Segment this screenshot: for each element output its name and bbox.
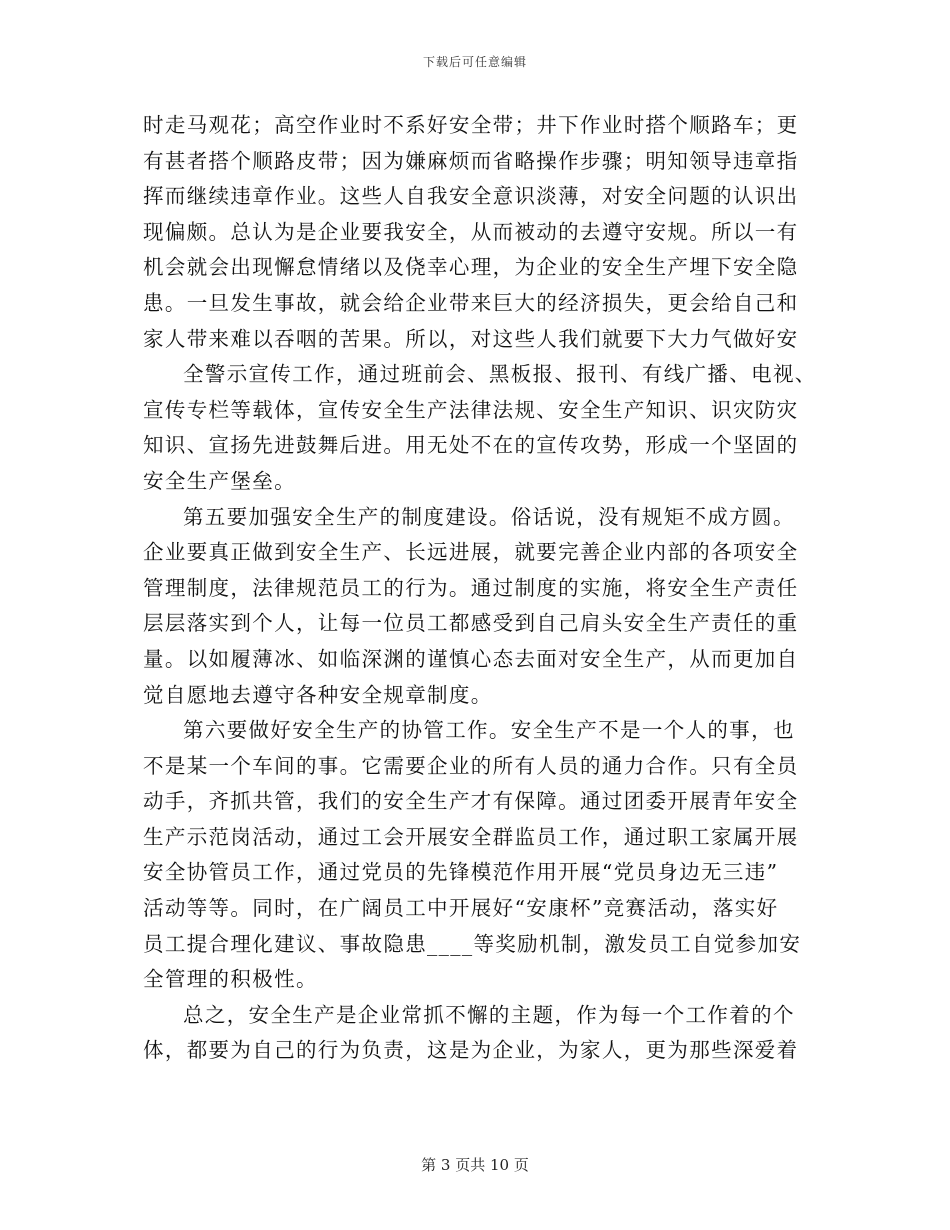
text-line: 全警示宣传工作，通过班前会、黑板报、报刊、有线广播、电视、: [183, 362, 817, 387]
text-line: 宣传专栏等载体，宣传安全生产法律法规、安全生产知识、识灾防灾: [143, 397, 799, 422]
text-line: 管理制度，法律规范员工的行为。通过制度的实施，将安全生产责任: [143, 575, 799, 600]
text-line: 全管理的积极性。: [143, 967, 318, 992]
text-line: 量。以如履薄冰、如临深渊的谨慎心态去面对安全生产，从而更加自: [143, 646, 799, 671]
text-line: 挥而继续违章作业。这些人自我安全意识淡薄，对安全问题的认识出: [143, 184, 799, 209]
text-line: 机会就会出现懈怠情绪以及侥幸心理，为企业的安全生产埋下安全隐: [143, 255, 799, 280]
text-line: 安全生产堡垒。: [143, 468, 296, 493]
text-line: 患。一旦发生事故，就会给企业带来巨大的经济损失，更会给自己和: [143, 290, 799, 315]
text-line: 第六要做好安全生产的协管工作。安全生产不是一个人的事，也: [183, 718, 795, 743]
text-line: 不是某一个车间的事。它需要企业的所有人员的通力合作。只有全员: [143, 753, 799, 778]
text-line: 现偏颇。总认为是企业要我安全，从而被动的去遵守安规。所以一有: [143, 219, 799, 244]
text-line: 知识、宣扬先进鼓舞后进。用无处不在的宣传攻势，形成一个坚固的: [143, 433, 799, 458]
text-line: 家人带来难以吞咽的苦果。所以，对这些人我们就要下大力气做好安: [143, 326, 799, 351]
text-line: 体，都要为自己的行为负责，这是为企业，为家人，更为那些深爱着: [143, 1038, 799, 1063]
text-line: 员工提合理化建议、事故隐患____等奖励机制，激发员工自觉参加安: [143, 931, 802, 956]
page-header: 下载后可任意编辑: [422, 55, 527, 69]
text-line: 动手，齐抓共管，我们的安全生产才有保障。通过团委开展青年安全: [143, 789, 799, 814]
page-number: 第 3 页共 10 页: [421, 1156, 529, 1174]
text-line: 层层落实到个人，让每一位员工都感受到自己肩头安全生产责任的重: [143, 611, 799, 636]
text-line: 有甚者搭个顺路皮带；因为嫌麻烦而省略操作步骤；明知领导违章指: [143, 148, 799, 173]
text-line: 第五要加强安全生产的制度建设。俗话说，没有规矩不成方圆。: [183, 504, 795, 529]
text-line: 总之，安全生产是企业常抓不懈的主题，作为每一个工作着的个: [183, 1002, 795, 1027]
text-line: 觉自愿地去遵守各种安全规章制度。: [143, 682, 493, 707]
text-line: 生产示范岗活动，通过工会开展安全群监员工作，通过职工家属开展: [143, 824, 799, 849]
text-line: 企业要真正做到安全生产、长远进展，就要完善企业内部的各项安全: [143, 540, 799, 565]
text-line: 安全协管员工作，通过党员的先锋模范作用开展“党员身边无三违”: [143, 860, 779, 885]
document-body: [143, 108, 817, 1069]
text-line: 活动等等。同时，在广阔员工中开展好“安康杯”竞赛活动，落实好: [143, 896, 779, 921]
text-line: 时走马观花；高空作业时不系好安全带；井下作业时搭个顺路车；更: [143, 113, 799, 137]
